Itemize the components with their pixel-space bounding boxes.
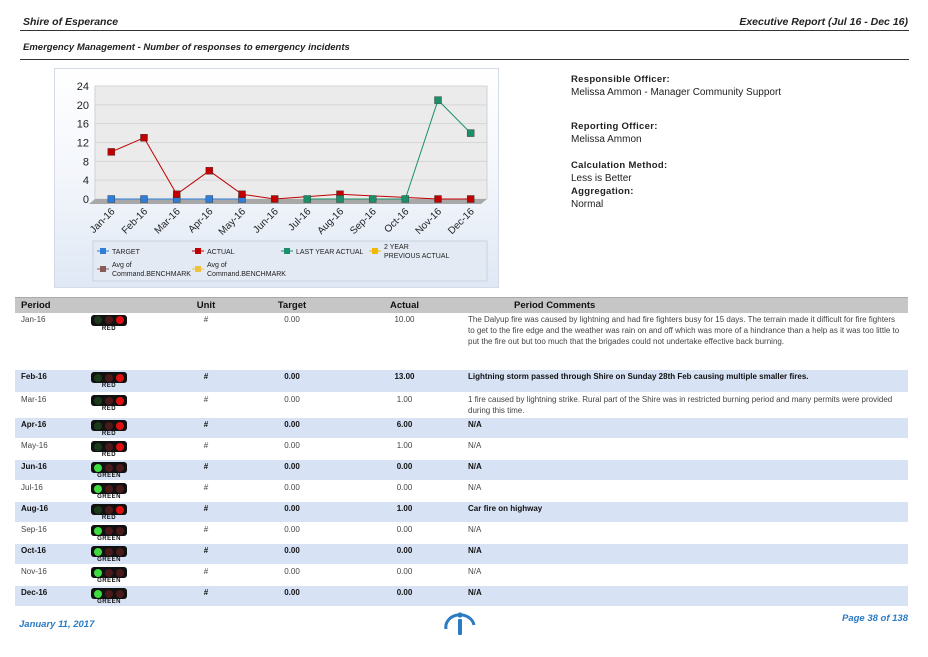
reporting-officer <box>571 121 658 145</box>
legend-label: LAST YEAR ACTUAL <box>296 249 364 256</box>
status-label: GREEN <box>97 599 121 606</box>
data-point <box>239 191 246 198</box>
target-cell: 0.00 <box>237 439 347 460</box>
logo-icon <box>440 607 480 637</box>
aggregation <box>571 186 634 210</box>
status-cell <box>85 460 175 481</box>
legend-label: Avg of Command.BENCHMARK <box>112 262 191 278</box>
status-label: RED <box>101 515 117 522</box>
status-label: GREEN <box>97 557 121 564</box>
x-tick-label: Oct-16 <box>382 206 412 236</box>
legend-label: Avg of Command.BENCHMARK <box>207 262 286 278</box>
period-cell: May-16 <box>15 439 85 460</box>
period-cell: Jun-16 <box>15 460 85 481</box>
y-tick-label: 4 <box>82 175 89 188</box>
status-cell <box>85 313 175 370</box>
data-point <box>271 196 278 203</box>
x-tick-label: Jan-16 <box>88 206 118 236</box>
reporting-officer-label: Reporting Officer: <box>571 121 658 132</box>
header-divider <box>20 30 909 31</box>
target-cell: 0.00 <box>237 523 347 544</box>
legend-marker <box>195 266 201 272</box>
table-row <box>15 460 908 481</box>
table-row <box>15 481 908 502</box>
table-row <box>15 586 908 607</box>
unit-cell: # <box>175 439 237 460</box>
traffic-light-icon <box>91 395 127 412</box>
target-cell: 0.00 <box>237 586 347 607</box>
col-unit: Unit <box>175 298 237 313</box>
status-label: RED <box>101 406 117 412</box>
comment-cell: The Dalyup fire was caused by lightning and had fire fighters busy for 15 days. The terrain made it difficult for fire fighters to get to the fire edge and the weather was rain on and off which was more of a hindrance than a help as it was too little to put the fire out but too much that the brigades could not undertake effective back burning. <box>462 313 908 370</box>
x-tick-label: Jul-16 <box>286 206 314 234</box>
unit-cell: # <box>175 370 237 393</box>
table-row <box>15 418 908 439</box>
data-point <box>435 196 442 203</box>
col-status <box>85 298 175 313</box>
footer-date: January 11, 2017 <box>19 619 95 630</box>
unit-cell: # <box>175 393 237 418</box>
comment-cell: Car fire on highway <box>462 502 908 523</box>
data-point <box>402 196 409 203</box>
x-tick-label: Apr-16 <box>186 206 216 236</box>
comment-cell: 1 fire caused by lightning strike. Rural part of the Shire was in restricted burning period and many permits were provided during this time. <box>462 393 908 418</box>
x-tick-label: Feb-16 <box>119 206 151 237</box>
table-row <box>15 565 908 586</box>
table-row <box>15 523 908 544</box>
table-row <box>15 544 908 565</box>
table-row <box>15 393 908 418</box>
y-tick-label: 24 <box>76 81 89 93</box>
period-cell: Apr-16 <box>15 418 85 439</box>
data-point <box>467 196 474 203</box>
period-cell: Mar-16 <box>15 393 85 418</box>
legend-label: ACTUAL <box>207 249 235 256</box>
unit-cell: # <box>175 544 237 565</box>
x-tick-label: Sep-16 <box>348 206 379 237</box>
actual-cell: 1.00 <box>347 502 462 523</box>
table-header-row <box>15 298 908 313</box>
actual-cell: 13.00 <box>347 370 462 393</box>
status-cell <box>85 439 175 460</box>
x-tick-label: Jun-16 <box>251 206 281 236</box>
unit-cell: # <box>175 502 237 523</box>
responsible-officer-label: Responsible Officer: <box>571 74 670 85</box>
comment-cell: Lightning storm passed through Shire on Sunday 28th Feb causing multiple smaller fires. <box>462 370 908 393</box>
traffic-light-icon <box>91 372 127 389</box>
period-cell: Feb-16 <box>15 370 85 393</box>
x-tick-label: May-16 <box>216 206 249 238</box>
data-point <box>141 196 148 203</box>
footer-page: Page 38 of 138 <box>841 613 908 624</box>
table-body <box>15 313 908 607</box>
subtitle-divider <box>20 59 909 60</box>
comment-cell: N/A <box>462 418 908 439</box>
comment-cell: N/A <box>462 544 908 565</box>
unit-cell: # <box>175 313 237 370</box>
unit-cell: # <box>175 460 237 481</box>
target-cell: 0.00 <box>237 418 347 439</box>
traffic-light-icon <box>91 483 127 500</box>
legend-marker <box>284 248 290 254</box>
status-label: GREEN <box>97 536 121 543</box>
unit-cell: # <box>175 586 237 607</box>
period-cell: Oct-16 <box>15 544 85 565</box>
unit-cell: # <box>175 565 237 586</box>
traffic-light-icon <box>91 525 127 542</box>
unit-cell: # <box>175 481 237 502</box>
target-cell: 0.00 <box>237 565 347 586</box>
data-point <box>435 97 442 104</box>
organisation-name: Shire of Esperance <box>23 16 119 28</box>
actual-cell: 0.00 <box>347 544 462 565</box>
col-target: Target <box>237 298 347 313</box>
table-row <box>15 439 908 460</box>
target-cell: 0.00 <box>237 481 347 502</box>
responsible-officer <box>571 74 781 98</box>
col-period: Period <box>15 298 85 313</box>
data-point <box>304 196 311 203</box>
status-label: GREEN <box>97 473 121 480</box>
actual-cell: 0.00 <box>347 586 462 607</box>
aggregation-value: Normal <box>571 199 604 210</box>
calculation-method-value: Less is Better <box>571 173 632 184</box>
period-cell: Dec-16 <box>15 586 85 607</box>
actual-cell: 0.00 <box>347 460 462 481</box>
status-cell <box>85 586 175 607</box>
actual-cell: 0.00 <box>347 565 462 586</box>
target-cell: 0.00 <box>237 393 347 418</box>
status-label: GREEN <box>97 494 121 501</box>
actual-cell: 1.00 <box>347 393 462 418</box>
y-tick-label: 8 <box>82 156 89 169</box>
line-chart <box>54 68 499 288</box>
chart-svg <box>55 69 500 289</box>
col-comments: Period Comments <box>462 298 908 313</box>
comment-cell: N/A <box>462 460 908 481</box>
comment-cell: N/A <box>462 439 908 460</box>
actual-cell: 6.00 <box>347 418 462 439</box>
status-label: GREEN <box>97 578 121 585</box>
target-cell: 0.00 <box>237 502 347 523</box>
y-tick-label: 12 <box>76 137 89 150</box>
legend-label: TARGET <box>112 249 140 256</box>
aggregation-label: Aggregation: <box>571 186 634 197</box>
comment-cell: N/A <box>462 523 908 544</box>
data-point <box>108 196 115 203</box>
traffic-light-icon <box>91 546 127 563</box>
legend-marker <box>100 248 106 254</box>
legend-marker <box>372 248 378 254</box>
traffic-light-icon <box>91 504 127 521</box>
data-point <box>206 167 213 174</box>
data-point <box>369 196 376 203</box>
legend-marker <box>100 266 106 272</box>
x-tick-label: Mar-16 <box>152 206 183 237</box>
y-tick-label: 0 <box>82 194 89 206</box>
data-point <box>467 130 474 137</box>
report-title: Executive Report (Jul 16 - Dec 16) <box>739 16 908 28</box>
data-point <box>173 191 180 198</box>
calculation-method <box>571 160 667 184</box>
status-label: RED <box>101 452 117 459</box>
comment-cell: N/A <box>462 565 908 586</box>
status-label: RED <box>101 325 117 332</box>
target-cell: 0.00 <box>237 460 347 481</box>
page-subtitle: Emergency Management - Number of responses to emergency incidents <box>23 42 350 53</box>
y-tick-label: 20 <box>76 99 89 112</box>
period-cell: Jul-16 <box>15 481 85 502</box>
x-tick-label: Nov-16 <box>413 206 445 237</box>
status-cell <box>85 523 175 544</box>
table-row <box>15 502 908 523</box>
status-cell <box>85 565 175 586</box>
traffic-light-icon <box>91 315 127 332</box>
table-row <box>15 370 908 393</box>
legend-label: 2 YEAR PREVIOUS ACTUAL <box>384 244 450 260</box>
period-cell: Sep-16 <box>15 523 85 544</box>
actual-cell: 10.00 <box>347 313 462 370</box>
comment-cell: N/A <box>462 481 908 502</box>
period-cell: Jan-16 <box>15 313 85 370</box>
traffic-light-icon <box>91 441 127 458</box>
chart-floor <box>89 199 487 204</box>
actual-cell: 0.00 <box>347 481 462 502</box>
data-point <box>141 134 148 141</box>
calculation-method-label: Calculation Method: <box>571 160 668 171</box>
status-cell <box>85 418 175 439</box>
unit-cell: # <box>175 418 237 439</box>
y-tick-label: 16 <box>76 118 89 131</box>
actual-cell: 1.00 <box>347 439 462 460</box>
unit-cell: # <box>175 523 237 544</box>
traffic-light-icon <box>91 420 127 437</box>
table-row <box>15 313 908 370</box>
data-point <box>337 196 344 203</box>
status-cell <box>85 544 175 565</box>
target-cell: 0.00 <box>237 544 347 565</box>
traffic-light-icon <box>91 462 127 479</box>
reporting-officer-value: Melissa Ammon <box>571 134 642 145</box>
actual-cell: 0.00 <box>347 523 462 544</box>
responsible-officer-value: Melissa Ammon - Manager Community Support <box>571 87 782 98</box>
data-point <box>206 196 213 203</box>
status-cell <box>85 370 175 393</box>
period-cell: Nov-16 <box>15 565 85 586</box>
col-actual: Actual <box>347 298 462 313</box>
status-cell <box>85 393 175 418</box>
target-cell: 0.00 <box>237 370 347 393</box>
target-cell: 0.00 <box>237 313 347 370</box>
legend-marker <box>195 248 201 254</box>
period-cell: Aug-16 <box>15 502 85 523</box>
x-tick-label: Dec-16 <box>446 206 477 237</box>
period-table <box>15 297 908 607</box>
traffic-light-icon <box>91 588 127 605</box>
status-cell <box>85 502 175 523</box>
status-label: RED <box>101 431 117 438</box>
data-point <box>108 148 115 155</box>
status-cell <box>85 481 175 502</box>
x-tick-label: Aug-16 <box>315 206 347 237</box>
status-label: RED <box>101 383 117 389</box>
traffic-light-icon <box>91 567 127 584</box>
comment-cell: N/A <box>462 586 908 607</box>
